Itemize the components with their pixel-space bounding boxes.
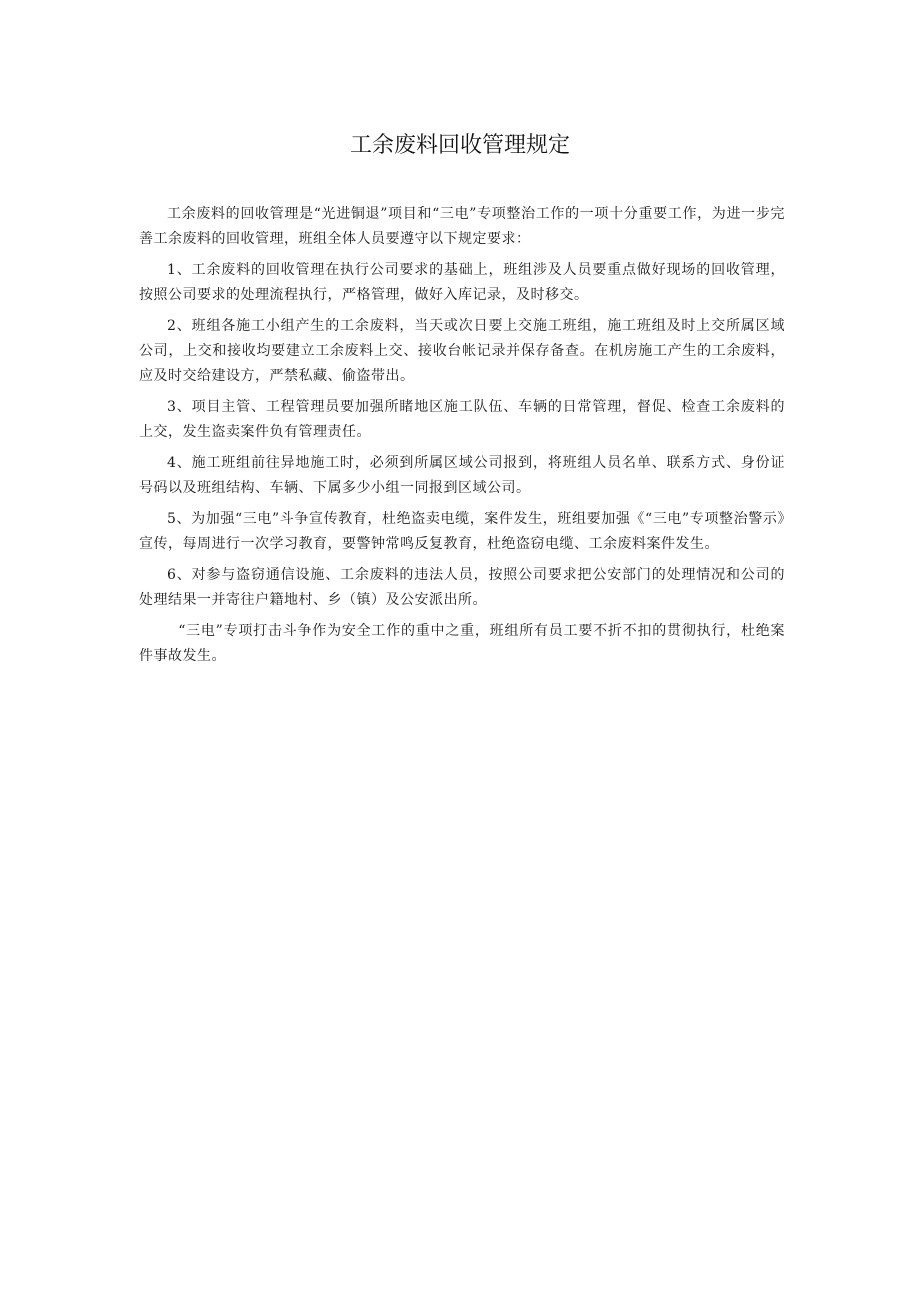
rule-item-2: 2、班组各施工小组产生的工余废料，当天或次日要上交施工班组，施工班组及时上交所属区域公司，上交和接收均要建立工余废料上交、接收台帐记录并保存备查。在机房施工产生的工余废料，应及时交给建设方，严禁私藏、偷盗带出。 (139, 318, 785, 384)
rule-item-5: 5、为加强“三电”斗争宣传教育，杜绝盗卖电缆，案件发生，班组要加强《“三电”专项整治警示》宣传，每周进行一次学习教育，要警钟常鸣反复教育，杜绝盗窃电缆、工余废料案件发生。 (139, 511, 785, 552)
document-title: 工余废料回收管理规定 (349, 133, 570, 158)
rule-item-1: 1、工余废料的回收管理在执行公司要求的基础上，班组涉及人员要重点做好现场的回收管理，按照公司要求的处理流程执行，严格管理，做好入库记录，及时移交。 (139, 262, 785, 303)
closing-paragraph: “三电”专项打击斗争作为安全工作的重中之重，班组所有员工要不折不扣的贯彻执行，杜绝案件事故发生。 (139, 623, 785, 664)
rule-item-3: 3、项目主管、工程管理员要加强所睹地区施工队伍、车辆的日常管理，督促、检查工余废料的上交，发生盗卖案件负有管理责任。 (139, 399, 785, 440)
rule-item-4: 4、施工班组前往异地施工时，必须到所属区域公司报到，将班组人员名单、联系方式、身份证号码以及班组结构、车辆、下属多少小组一同报到区域公司。 (139, 455, 785, 496)
intro-paragraph: 工余废料的回收管理是“光进铜退”项目和“三电”专项整治工作的一项十分重要工作，为进一步完善工余废料的回收管理，班组全体人员要遵守以下规定要求： (139, 206, 785, 247)
document-body (139, 202, 785, 675)
rule-item-6: 6、对参与盗窃通信设施、工余废料的违法人员，按照公司要求把公安部门的处理情况和公司的处理结果一并寄往户籍地村、乡（镇）及公安派出所。 (139, 567, 785, 608)
